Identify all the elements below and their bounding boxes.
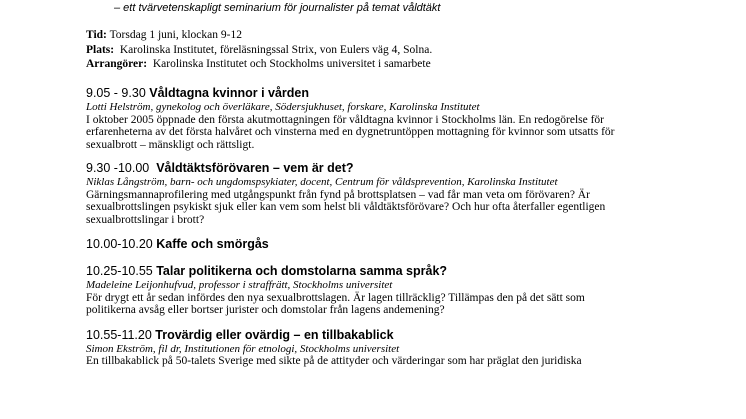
time-label: Tid:	[86, 29, 107, 41]
session-speaker: Lotti Helström, gynekolog och överläkare, Södersjukhuset, forskare, Karolinska Institutet	[86, 101, 480, 113]
session-heading	[86, 86, 726, 101]
session-time: 9.05 - 9.30	[86, 86, 146, 100]
session-title: Trovärdig eller ovärdig – en tillbakablick	[155, 327, 394, 342]
session-heading	[86, 328, 726, 343]
description-line: Gärningsmannaprofilering med utgångspunkt från fynd på brottsplatsen – vad får man veta om förövaren? Är	[86, 188, 590, 201]
session-description	[86, 355, 726, 368]
session-title: Våldtagna kvinnor i vården	[149, 86, 310, 100]
session-heading	[86, 264, 726, 279]
session-heading	[86, 161, 726, 176]
session-time: 9.30 -10.00	[86, 161, 150, 175]
place-label: Plats:	[86, 43, 115, 56]
organizers-value: Karolinska Institutet och Stockholms universitet i samarbete	[152, 58, 431, 70]
session-heading	[86, 237, 726, 252]
session-description	[86, 189, 726, 227]
description-line: erfarenheterna av det första halvåret och vinsterna med en dygnetruntöppen mottagning för kvinnor som utsatts för	[86, 126, 615, 138]
session-title: Våldtäktsförövaren – vem är det?	[156, 161, 354, 175]
event-info	[86, 28, 432, 72]
place-value: Karolinska Institutet, föreläsningssal Strix, von Eulers väg 4, Solna.	[119, 43, 433, 56]
session-time: 10.25-10.55	[86, 264, 153, 278]
session-item	[86, 328, 726, 368]
session-title: Kaffe och smörgås	[156, 237, 269, 251]
description-line: En tillbakablick på 50-talets Sverige med sikte på de attityder och värderingar som har präglat den juridiska	[86, 355, 582, 367]
session-description	[86, 292, 726, 317]
session-speaker: Niklas Långström, barn- och ungdomspsykiater, docent, Centrum för våldsprevention, Karolinska Institutet	[86, 176, 558, 188]
description-line: politikerna avsåg eller bortser jurister och domstolar från lagens andemening?	[86, 304, 445, 316]
program-list	[86, 86, 726, 368]
session-time: 10.55-11.20	[86, 327, 152, 342]
organizers-label: Arrangörer:	[86, 58, 148, 70]
session-time: 10.00-10.20	[86, 237, 153, 251]
description-line: I oktober 2005 öppnade den första akutmottagningen för våldtagna kvinnor i Stockholms län. En redogörelse för	[86, 113, 605, 126]
session-item	[86, 161, 726, 226]
session-item	[86, 264, 726, 317]
event-place-row	[86, 43, 432, 58]
description-line: sexualbrottslingen psykiskt sjuk eller kan vem som helst bli våldtäktsförövare? Och hur ofta återfaller egentligen	[86, 201, 606, 213]
time-value: Torsdag 1 juni, klockan 9-12	[109, 29, 242, 41]
session-speaker: Simon Ekström, fil dr, Institutionen för etnologi, Stockholms universitet	[86, 342, 400, 355]
event-time-row	[86, 28, 432, 43]
session-description	[86, 114, 726, 152]
session-item	[86, 237, 726, 252]
session-title: Talar politikerna och domstolarna samma språk?	[156, 264, 448, 278]
description-line: För drygt ett år sedan infördes den nya sexualbrottslagen. Är lagen tillräcklig? Tillämpas den på det sätt som	[86, 291, 585, 304]
session-speaker: Madeleine Leijonhufvud, professor i straffrätt, Stockholms universitet	[86, 279, 393, 291]
event-organizers-row	[86, 57, 432, 72]
session-item	[86, 86, 726, 151]
description-line: sexualbrottslingar i brott?	[86, 213, 205, 226]
description-line: sexualbrott – mänskligt och rättsligt.	[86, 138, 255, 151]
seminar-subtitle: – ett tvärvetenskapligt seminarium för journalister på temat våldtäkt	[114, 2, 441, 14]
